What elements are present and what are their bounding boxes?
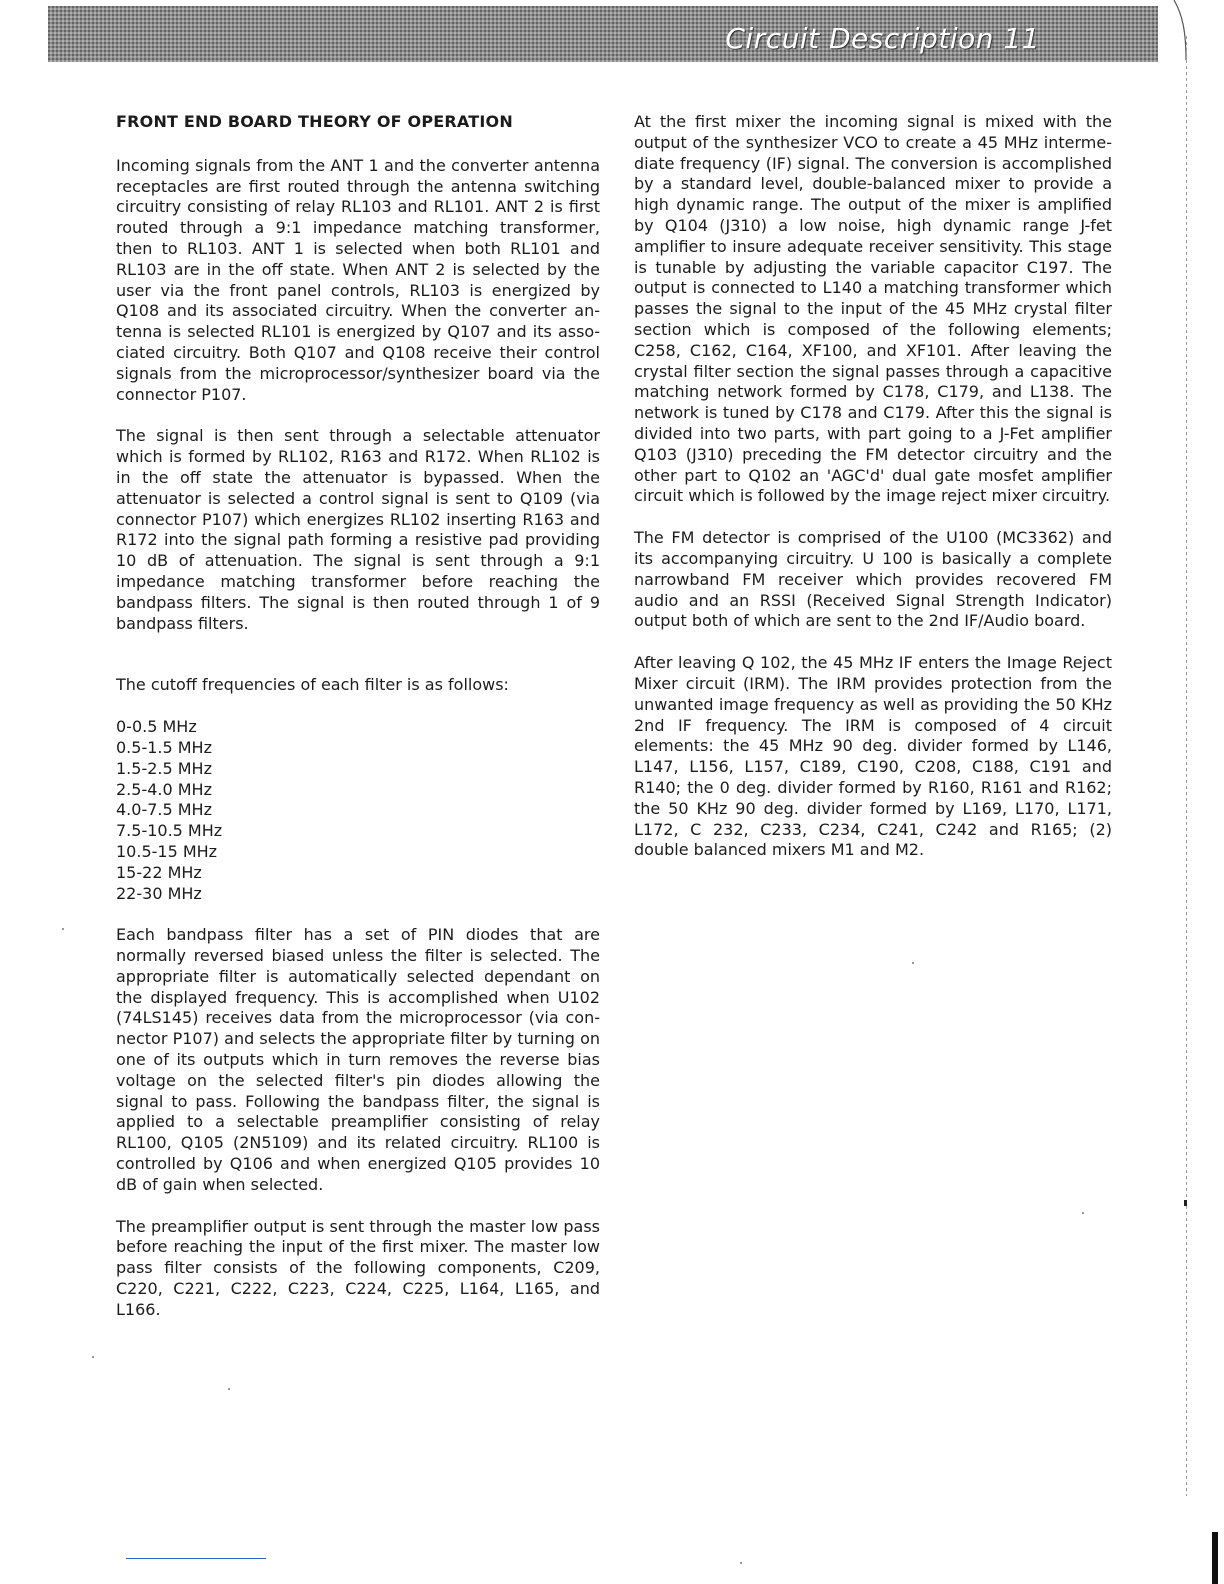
scan-edge-line xyxy=(1186,36,1187,1496)
scan-speck xyxy=(1082,1212,1084,1214)
frequency-item: 2.5-4.0 MHz xyxy=(116,779,212,799)
header-bar xyxy=(48,6,1158,62)
scan-speck xyxy=(62,928,64,930)
paragraph-attenuator: The signal is then sent through a selectable attenuator which is formed by RL102, R163 and R172. When RL102 is in the off state the attenuator is bypassed. When the attenuator is selected a control signal is sent to Q109 (via connector P107) which energizes RL102 inserting R163 and R172 into the signal path forming a resistive pad providing 10 dB of attenuation. The signal is sent through a 9:1 impedance matching transformer before reaching the bandpass filters. The signal is then routed through 1 of 9 bandpass filters. xyxy=(116,426,600,633)
frequency-item: 1.5-2.5 MHz xyxy=(116,758,212,778)
paragraph-cutoff-intro: The cutoff frequencies of each filter is as follows: xyxy=(116,675,509,695)
scan-edge-curve xyxy=(1172,0,1192,60)
frequency-item: 15-22 MHz xyxy=(116,862,202,882)
scan-edge-mark xyxy=(1184,1200,1187,1206)
paragraph-image-reject-mixer: After leaving Q 102, the 45 MHz IF enters the Image Reject Mixer circuit (IRM). The IRM provides protection from the unwanted image frequency as well as providing the 50 KHz 2nd IF frequency. The IRM is composed of 4 circuit elements: the 45 MHz 90 deg. divider formed by L146, L147, L156, L157, C189, C190, C208, C188, C191 and R140; the 0 deg. divider formed by R160, R161 and R162; the 50 KHz 90 deg. divider formed by L169, L170, L171, L172, C 232, C233, C234, C241, C242 and R165; (2) double balanced mixers M1 and M2. xyxy=(634,653,1112,860)
right-column xyxy=(634,112,1112,882)
page-title: Circuit Description 11 xyxy=(725,22,1040,55)
left-column xyxy=(116,112,600,1342)
frequency-item: 4.0-7.5 MHz xyxy=(116,800,212,820)
scan-speck xyxy=(228,1388,230,1390)
spacer xyxy=(116,655,600,675)
scan-speck xyxy=(92,1356,94,1358)
frequency-item: 0.5-1.5 MHz xyxy=(116,737,212,757)
footer-rule xyxy=(126,1558,266,1559)
frequency-item: 10.5-15 MHz xyxy=(116,841,218,861)
scan-edge-bar xyxy=(1212,1532,1218,1584)
frequency-item: 7.5-10.5 MHz xyxy=(116,821,223,841)
paragraph-fm-detector: The FM detector is comprised of the U100 (MC3362) and its accompanying circuitry. U 100 is basically a complete narrowband FM receiver which provides recovered FM audio and an RSSI (Received Signal Strength Indicator) output both of which are sent to the 2nd IF/Audio board. xyxy=(634,528,1112,631)
frequency-item: 22-30 MHz xyxy=(116,883,202,903)
frequency-list xyxy=(116,717,600,904)
paragraph-bandpass-filters: Each bandpass filter has a set of PIN diodes that are normally reversed biased unless the filter is selected. The appropriate filter is automatically selected dependant on the displayed frequency. This is accomplished when U102 (74LS145) receives data from the microprocessor (via connector P107) and selects the appropriate filter by turning on one of its outputs which in turn removes the reverse bias voltage on the selected filter's pin diodes allowing the signal to pass. Following the bandpass filter, the signal is applied to a selectable preamplifier consisting of relay RL100, Q105 (2N5109) and its related circuitry. RL100 is controlled by Q106 and when energized Q105 provides 10 dB of gain when selected. xyxy=(116,925,600,1194)
paragraph-antenna-switching: Incoming signals from the ANT 1 and the converter antenna receptacles are first routed through the antenna switching circuitry consisting of relay RL103 and RL101. ANT 2 is first routed through a 9:1 impedance matching transformer, then to RL103. ANT 1 is selected when both RL101 and RL103 are in the off state. When ANT 2 is selected by the user via the front panel controls, RL103 is energized by Q108 and its associated circuitry. When the converter antenna is selected RL101 is energized by Q107 and its associated circuitry. Both Q107 and Q108 receive their control signals from the microprocessor/synthesizer board via the connector P107. xyxy=(116,155,600,404)
frequency-item: 0-0.5 MHz xyxy=(116,717,197,737)
paragraph-first-mixer: At the first mixer the incoming signal is mixed with the output of the synthesizer VCO to create a 45 MHz intermediate frequency (IF) signal. The conversion is accomplished by a standard level, double-balanced mixer to provide a high dynamic range. The output of the mixer is amplified by Q104 (J310) a low noise, high dynamic range J-fet amplifier to insure adequate receiver sensitivity. This stage is tunable by adjusting the variable capacitor C197. The output is connected to L140 a matching transformer which passes the signal to the input of the 45 MHz crystal filter section which is composed of the following elements; C258, C162, C164, XF100, and XF101. After leaving the crystal filter section the signal passes through a capacitive matching network formed by C178, C179, and L138. The network is tuned by C178 and C179. After this the signal is divided into two parts, with part going to a J-Fet amplifier Q103 (J310) preceding the FM detector circuitry and the other part to Q102 an 'AGC'd' dual gate mosfet amplifier circuit which is followed by the image reject mixer circuitry. xyxy=(634,112,1112,506)
scan-speck xyxy=(740,1562,742,1564)
scan-speck xyxy=(912,962,914,964)
paragraph-master-low-pass: The preamplifier output is sent through the master low pass before reaching the input of the first mixer. The master low pass filter consists of the following components, C209, C220, C221, C222, C223, C224, C225, L164, L165, and L166. xyxy=(116,1216,600,1319)
section-heading: FRONT END BOARD THEORY OF OPERATION xyxy=(116,112,513,131)
